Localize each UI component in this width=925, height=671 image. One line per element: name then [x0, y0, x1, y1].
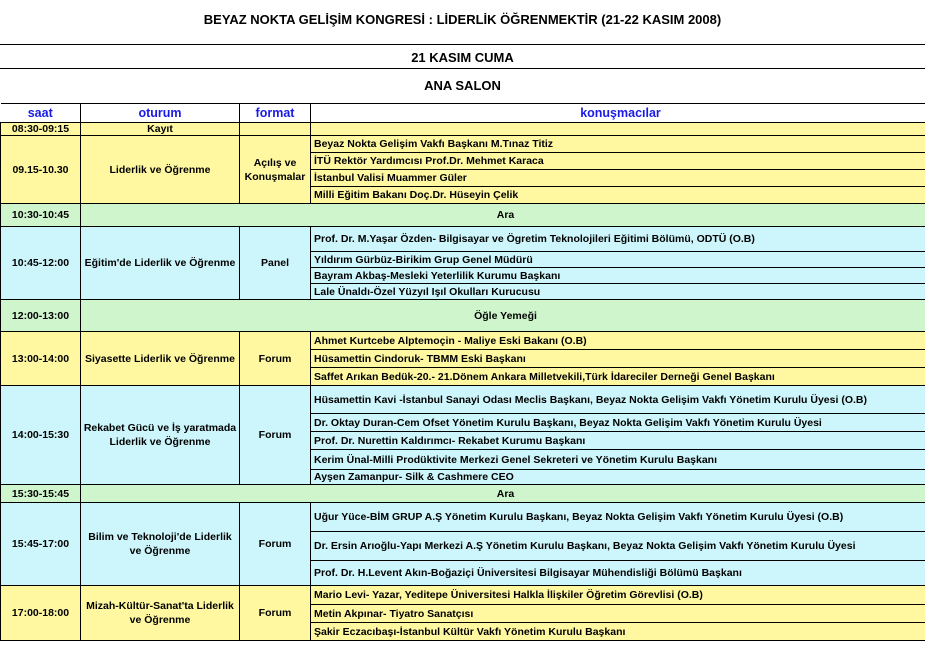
speaker-cell: Dr. Ersin Arıoğlu-Yapı Merkezi A.Ş Yönetim Kurulu Başkanı, Beyaz Nokta Gelişim Vakfı Yönetim Kurulu Üyesi: [311, 532, 925, 561]
session-cell: Rekabet Gücü ve İş yaratmada Liderlik ve Öğrenme: [81, 386, 240, 485]
time-cell: 12:00-13:00: [1, 300, 81, 332]
table-header-row: [1, 104, 925, 123]
table-row: [1, 503, 925, 532]
speaker-cell: Şakir Eczacıbaşı-İstanbul Kültür Vakfı Yönetim Kurulu Başkanı: [311, 623, 925, 641]
speaker-cell: Prof. Dr. H.Levent Akın-Boğaziçi Üniversitesi Bilgisayar Mühendisliği Bölümü Başkanı: [311, 561, 925, 586]
format-cell: Forum: [240, 586, 311, 641]
schedule-table: [0, 103, 925, 641]
session-cell: Liderlik ve Öğrenme: [81, 136, 240, 204]
speaker-cell: Hüsamettin Kavi -İstanbul Sanayi Odası Meclis Başkanı, Beyaz Nokta Gelişim Vakfı Yönetim Kurulu Üyesi (O.B): [311, 386, 925, 414]
format-cell: Forum: [240, 332, 311, 386]
format-cell: Açılış ve Konuşmalar: [240, 136, 311, 204]
session-cell: Siyasette Liderlik ve Öğrenme: [81, 332, 240, 386]
divider: [0, 68, 925, 69]
format-cell: Forum: [240, 386, 311, 485]
table-row: [1, 136, 925, 153]
table-row: [1, 300, 925, 332]
speaker-cell: Mario Levi- Yazar, Yeditepe Üniversitesi Halkla İlişkiler Öğretim Görevlisi (O.B): [311, 586, 925, 605]
page-title: BEYAZ NOKTA GELİŞİM KONGRESİ : LİDERLİK ÖĞRENMEKTİR (21-22 KASIM 2008): [203, 12, 722, 27]
time-cell: 10:30-10:45: [1, 204, 81, 227]
session-cell: Bilim ve Teknoloji'de Liderlik ve Öğrenme: [81, 503, 240, 586]
column-header-saat: saat: [1, 104, 81, 123]
table-row: [1, 123, 925, 136]
speaker-cell: Yıldırım Gürbüz-Birikim Grup Genel Müdürü: [311, 252, 925, 268]
format-cell: [240, 123, 311, 136]
speaker-cell: Beyaz Nokta Gelişim Vakfı Başkanı M.Tınaz Titiz: [311, 136, 925, 153]
speaker-cell: [311, 123, 925, 136]
speaker-cell: Hüsamettin Cindoruk- TBMM Eski Başkanı: [311, 350, 925, 368]
table-row: [1, 586, 925, 605]
time-cell: 15:30-15:45: [1, 485, 81, 503]
hall-heading: ANA SALON: [424, 78, 501, 93]
speaker-cell: Saffet Arıkan Bedük-20.- 21.Dönem Ankara Milletvekili,Türk İdareciler Derneği Genel Başkanı: [311, 368, 925, 386]
time-cell: 10:45-12:00: [1, 227, 81, 300]
time-cell: 08:30-09:15: [1, 123, 81, 136]
speaker-cell: Bayram Akbaş-Mesleki Yeterlilik Kurumu Başkanı: [311, 268, 925, 284]
format-cell: Panel: [240, 227, 311, 300]
speaker-cell: Metin Akpınar- Tiyatro Sanatçısı: [311, 605, 925, 623]
table-row: [1, 204, 925, 227]
day-heading: 21 KASIM CUMA: [411, 50, 514, 65]
session-cell: Mizah-Kültür-Sanat'ta Liderlik ve Öğrenme: [81, 586, 240, 641]
table-row: [1, 332, 925, 350]
break-cell: Ara: [81, 485, 925, 503]
time-cell: 17:00-18:00: [1, 586, 81, 641]
break-cell: Ara: [81, 204, 925, 227]
table-row: [1, 485, 925, 503]
speaker-cell: Lale Ünaldı-Özel Yüzyıl Işıl Okulları Kurucusu: [311, 284, 925, 300]
time-cell: 13:00-14:00: [1, 332, 81, 386]
speaker-cell: Prof. Dr. M.Yaşar Özden- Bilgisayar ve Ögretim Teknolojileri Eğitimi Bölümü, ODTÜ (O.B): [311, 227, 925, 252]
speaker-cell: İTÜ Rektör Yardımcısı Prof.Dr. Mehmet Karaca: [311, 153, 925, 170]
divider: [0, 44, 925, 45]
column-header-konusmacilar: konuşmacılar: [311, 104, 925, 123]
table-row: [1, 386, 925, 414]
speaker-cell: İstanbul Valisi Muammer Güler: [311, 170, 925, 187]
speaker-cell: Dr. Oktay Duran-Cem Ofset Yönetim Kurulu Başkanı, Beyaz Nokta Gelişim Vakfı Yönetim Kurulu Üyesi: [311, 414, 925, 432]
speaker-cell: Ayşen Zamanpur- Silk & Cashmere CEO: [311, 470, 925, 485]
speaker-cell: Ahmet Kurtcebe Alptemoçin - Maliye Eski Bakanı (O.B): [311, 332, 925, 350]
format-cell: Forum: [240, 503, 311, 586]
break-cell: Öğle Yemeği: [81, 300, 925, 332]
session-cell: Kayıt: [81, 123, 240, 136]
table-row: [1, 227, 925, 252]
speaker-cell: Prof. Dr. Nurettin Kaldırımcı- Rekabet Kurumu Başkanı: [311, 432, 925, 450]
column-header-format: format: [240, 104, 311, 123]
time-cell: 14:00-15:30: [1, 386, 81, 485]
time-cell: 15:45-17:00: [1, 503, 81, 586]
session-cell: Eğitim'de Liderlik ve Öğrenme: [81, 227, 240, 300]
speaker-cell: Uğur Yüce-BİM GRUP A.Ş Yönetim Kurulu Başkanı, Beyaz Nokta Gelişim Vakfı Yönetim Kurulu Üyesi (O.B): [311, 503, 925, 532]
time-cell: 09.15-10.30: [1, 136, 81, 204]
column-header-oturum: oturum: [81, 104, 240, 123]
speaker-cell: Kerim Ünal-Milli Prodüktivite Merkezi Genel Sekreteri ve Yönetim Kurulu Başkanı: [311, 450, 925, 470]
speaker-cell: Milli Eğitim Bakanı Doç.Dr. Hüseyin Çelik: [311, 187, 925, 204]
